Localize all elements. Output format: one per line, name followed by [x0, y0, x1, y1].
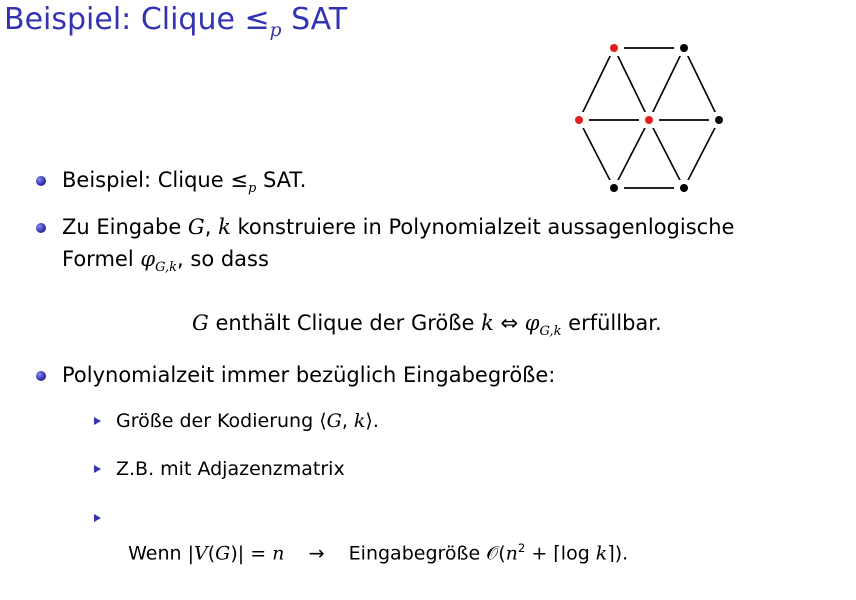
bullet-icon — [36, 371, 46, 381]
graph-node-black — [680, 184, 688, 192]
subitem-3-text: Wenn |V(G)| = n → Eingabegröße $𝒪(n^2$ + ⌈log k⌉). — [128, 541, 629, 565]
bullet-icon — [36, 223, 46, 233]
bullet-1-text: Beispiel: Clique $\le_p$ SAT. — [62, 168, 307, 197]
graph-node-black — [680, 44, 688, 52]
graph-node-black — [715, 116, 723, 124]
slide-title: Beispiel: Clique $\le_p$ SAT — [4, 2, 348, 41]
triangle-bullet-icon — [94, 514, 101, 522]
clique-formula: G enthält Clique der Größe k ⇔ $\varphi_{G,k}$ erfüllbar. — [192, 311, 662, 340]
bullet-3-text: Polynomialzeit immer bezüglich Eingabegröße: — [62, 363, 556, 387]
graph-edge — [579, 48, 614, 120]
bullet-2-line1: Zu Eingabe G, k konstruiere in Polynomialzeit aussagenlogische — [62, 215, 735, 239]
graph-edge — [684, 48, 719, 120]
bullet-icon — [36, 176, 46, 186]
graph-node-red — [575, 116, 583, 124]
graph-node-red — [645, 116, 653, 124]
subitem-1-text: Größe der Kodierung ⟨G, k⟩. — [116, 410, 379, 432]
bullet-2-line2: Formel $\varphi_{G,k}$, so dass — [62, 247, 269, 276]
triangle-bullet-icon — [94, 417, 101, 425]
graph-edge — [579, 120, 614, 188]
graph-edge — [649, 48, 684, 120]
graph-node-black — [610, 184, 618, 192]
graph-edge — [614, 48, 649, 120]
subitem-2-text: Z.B. mit Adjazenzmatrix — [116, 458, 345, 480]
triangle-bullet-icon — [94, 465, 101, 473]
graph-edge — [684, 120, 719, 188]
graph-edge — [614, 120, 649, 188]
clique-graph — [560, 36, 740, 204]
graph-node-red — [610, 44, 618, 52]
graph-edge — [649, 120, 684, 188]
